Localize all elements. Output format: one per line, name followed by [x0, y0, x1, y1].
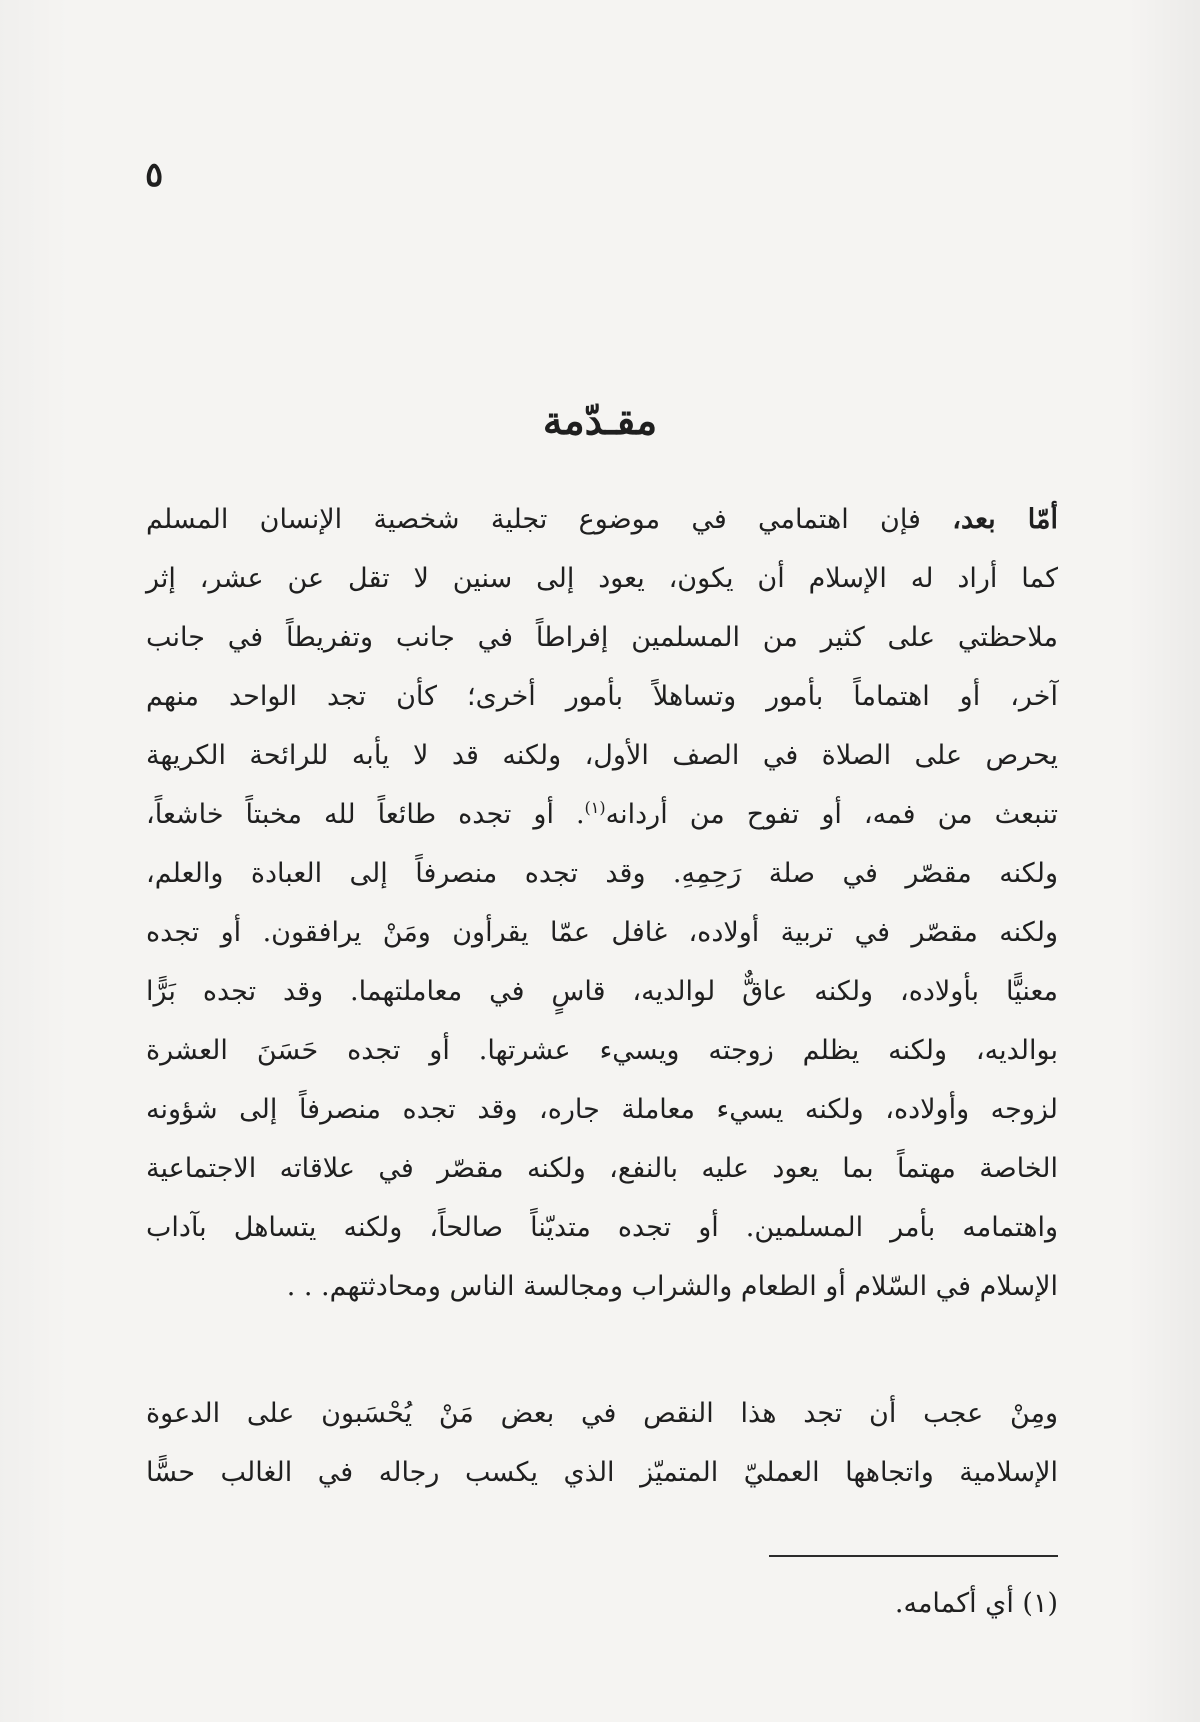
paragraph-line: واهتمامه بأمر المسلمين. أو تجده متديّناً صالحاً، ولكنه يتساهل بآداب: [146, 1212, 1058, 1243]
paragraph-line: الخاصة مهتماً بما يعود عليه بالنفع، ولكنه مقصّر في علاقاته الاجتماعية: [146, 1153, 1058, 1184]
footnote-divider: [769, 1555, 1058, 1557]
footnote: (١) أي أكمامه.: [894, 1588, 1058, 1619]
paragraph-line: بوالديه، ولكنه يظلم زوجته ويسيء عشرتها. أو تجده حَسَنَ العشرة: [146, 1035, 1058, 1066]
paragraph-line-text: فإن اهتمامي في موضوع تجلية شخصية الإنسان المسلم: [146, 504, 953, 535]
paragraph-line: آخر، أو اهتماماً بأمور وتساهلاً بأمور أخرى؛ كأن تجد الواحد منهم: [146, 681, 1058, 712]
paragraph-line: ومِنْ عجب أن تجد هذا النقص في بعض مَنْ يُحْسَبون على الدعوة: [146, 1398, 1058, 1429]
paragraph-line: الإسلامية واتجاهها العمليّ المتميّز الذي يكسب رجاله في الغالب حسًّا: [146, 1457, 1058, 1488]
paragraph-line-text: تنبعث من فمه، أو تفوح من أردانه: [605, 799, 1058, 830]
footnote-reference: (١): [584, 798, 606, 817]
page-number: ٥: [145, 155, 164, 195]
paragraph-line: الإسلام في السّلام أو الطعام والشراب ومجالسة الناس ومحادثتهم. . .: [286, 1271, 1058, 1302]
paragraph-2: [146, 1384, 1058, 1502]
paragraph-line: ولكنه مقصّر في صلة رَحِمِهِ. وقد تجده منصرفاً إلى العبادة والعلم،: [146, 858, 1058, 889]
paragraph-line: ولكنه مقصّر في تربية أولاده، غافل عمّا يقرأون ومَنْ يرافقون. أو تجده: [146, 917, 1058, 948]
section-title: مقـدّمة: [542, 398, 658, 444]
paragraph-line: معنيًّا بأولاده، ولكنه عاقٌّ لوالديه، قاسٍ في معاملتهما. وقد تجده بَرًّا: [146, 976, 1058, 1007]
paragraph-line-text: . أو تجده طائعاً لله مخبتاً خاشعاً،: [146, 799, 585, 830]
paragraph-line: [146, 490, 1058, 549]
paragraph-1: [146, 490, 1058, 1316]
paragraph-line: لزوجه وأولاده، ولكنه يسيء معاملة جاره، وقد تجده منصرفاً إلى شؤونه: [146, 1094, 1058, 1125]
paragraph-line: ملاحظتي على كثير من المسلمين إفراطاً في جانب وتفريطاً في جانب: [146, 622, 1058, 653]
paragraph-line: يحرص على الصلاة في الصف الأول، ولكنه قد لا يأبه للرائحة الكريهة: [146, 740, 1058, 771]
opening-phrase: أمّا بعد،: [952, 504, 1058, 535]
paragraph-line: كما أراد له الإسلام أن يكون، يعود إلى سنين لا تقل عن عشر، إثر: [146, 563, 1058, 594]
paragraph-line: [146, 785, 1058, 844]
